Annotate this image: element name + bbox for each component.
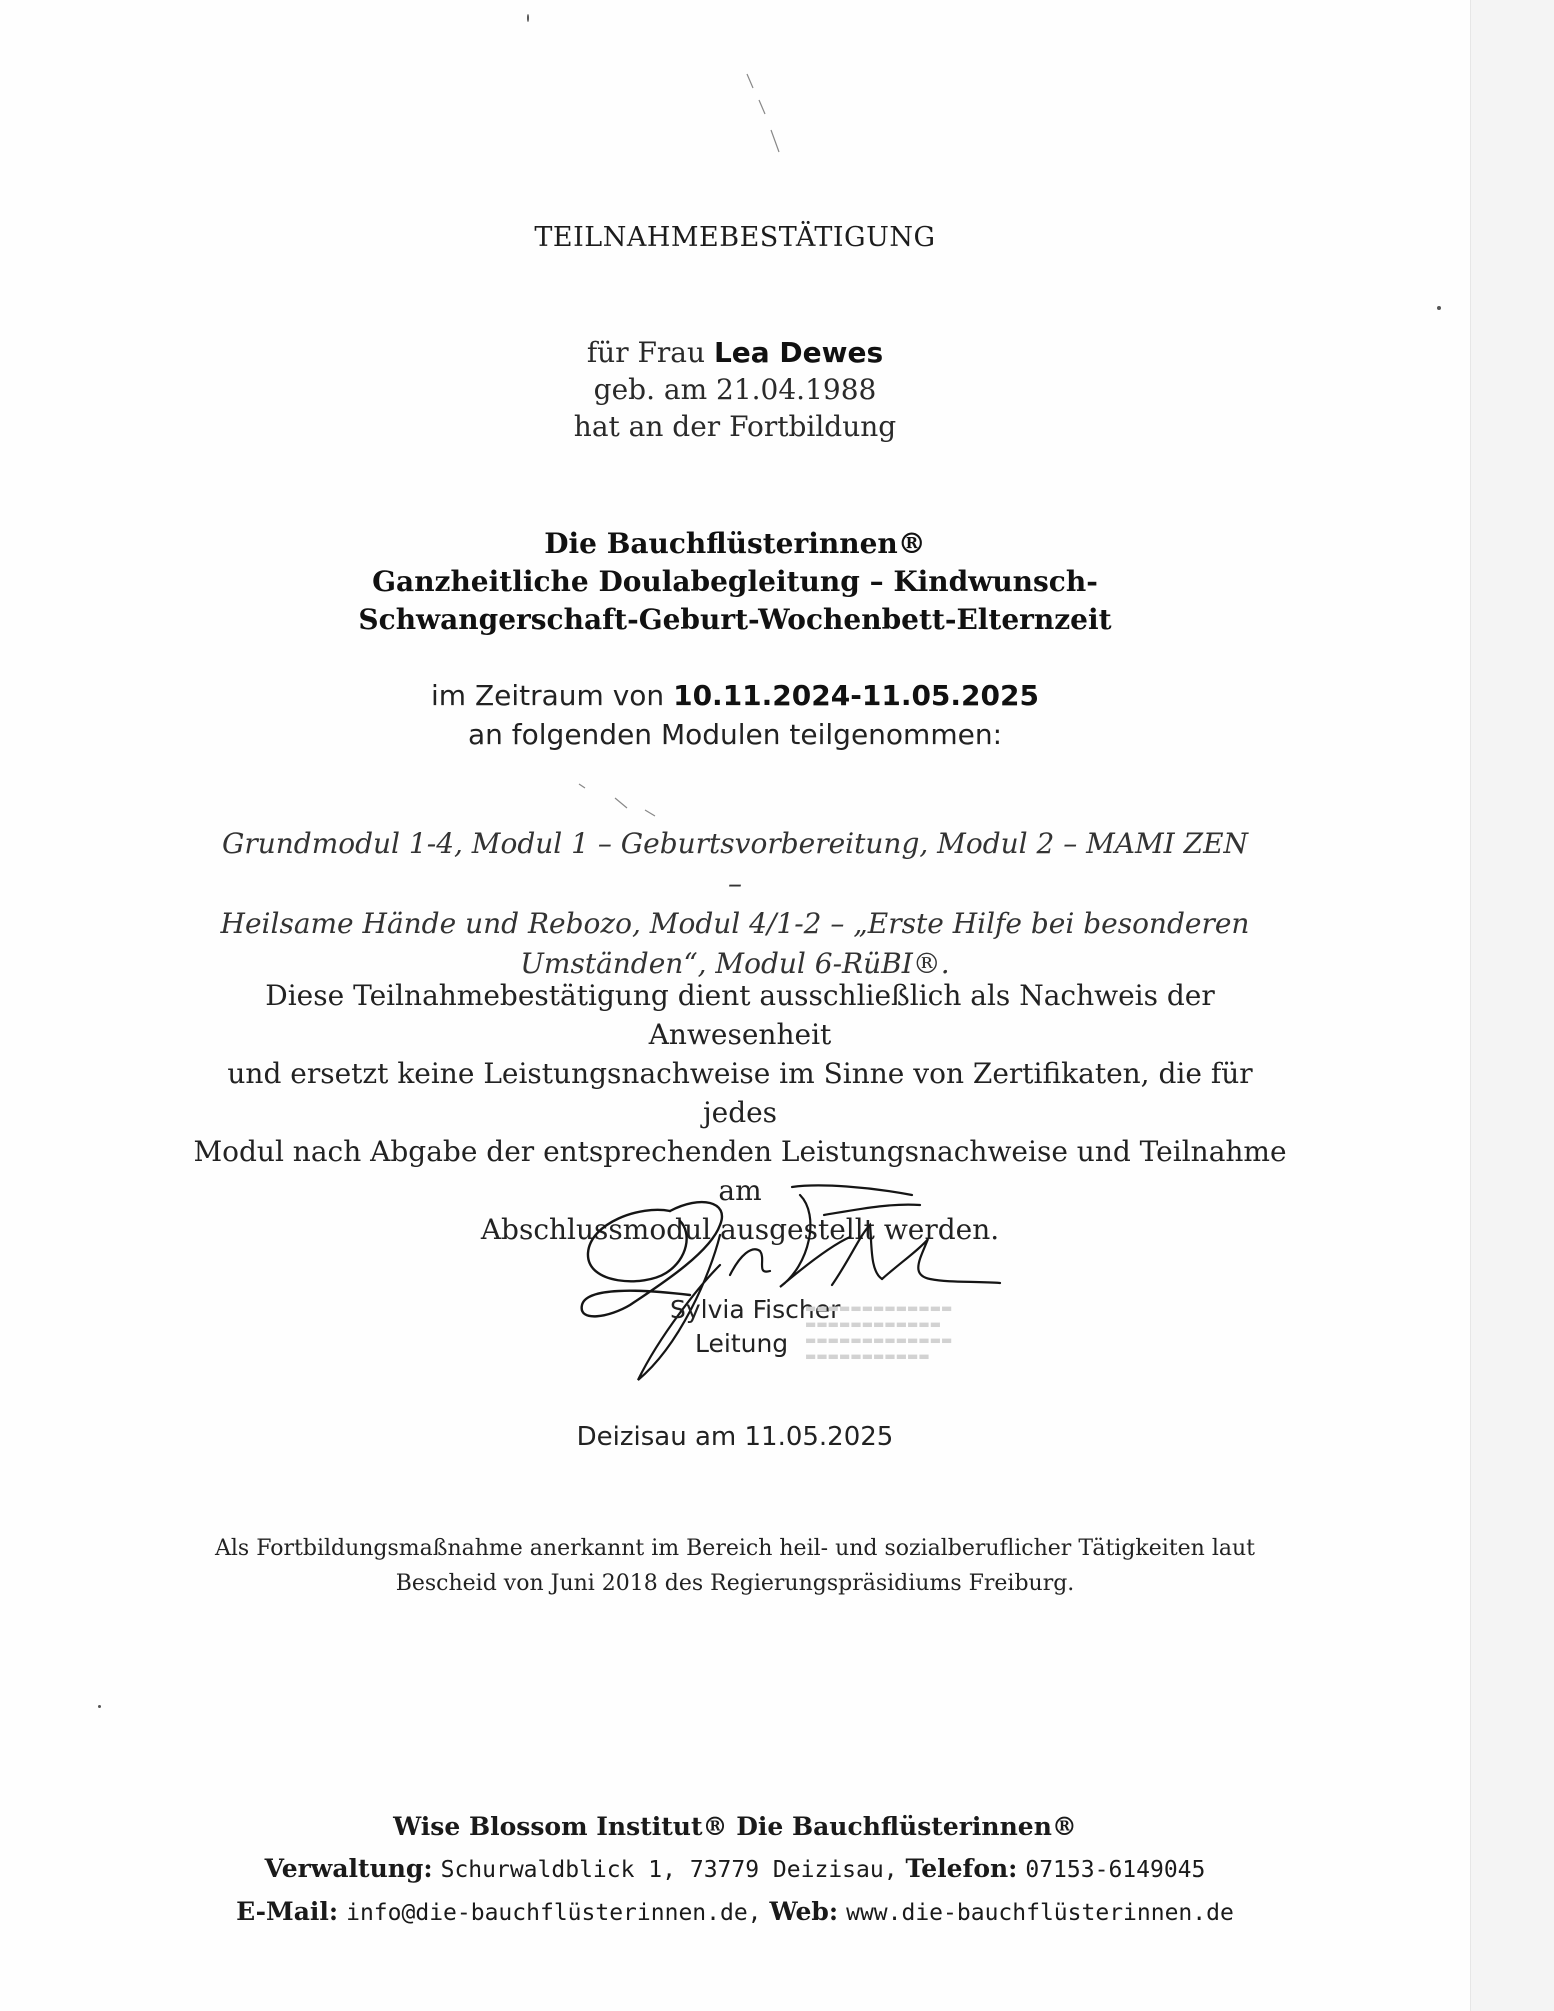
modules-block	[220, 824, 1250, 984]
scan-speck	[527, 14, 529, 22]
signature-scribble	[570, 1175, 1010, 1400]
disclaimer-line1: Diese Teilnahmebestätigung dient ausschließlich als Nachweis der Anwesenheit	[265, 979, 1215, 1051]
recognition-line2: Bescheid von Juni 2018 des Regierungspräsidiums Freiburg.	[395, 1571, 1075, 1596]
scan-speck	[98, 1705, 101, 1708]
footer-block	[0, 1806, 1470, 1934]
course-block	[0, 525, 1470, 639]
document-title: TEILNAHMEBESTÄTIGUNG	[534, 222, 936, 253]
recipient-birth: geb. am 21.04.1988	[593, 373, 877, 406]
footer-contact-line	[0, 1891, 1470, 1934]
recognition-block	[200, 1531, 1270, 1601]
footer-email-label: E-Mail:	[236, 1897, 339, 1926]
recipient-line	[0, 334, 1470, 371]
recipient-prefix: für Frau	[586, 336, 706, 369]
footer-admin-label: Verwaltung:	[264, 1854, 433, 1883]
period-prefix: im Zeitraum von	[431, 679, 665, 712]
footer-org	[0, 1806, 1470, 1848]
place-date: Deizisau am 11.05.2025	[576, 1422, 894, 1452]
period-block	[0, 676, 1470, 754]
recognition-line1: Als Fortbildungsmaßnahme anerkannt im Bereich heil- und sozialberuflicher Tätigkeiten laut	[214, 1536, 1255, 1561]
course-line3: Schwangerschaft-Geburt-Wochenbett-Elternzeit	[358, 603, 1112, 636]
footer-web-label: Web:	[769, 1897, 839, 1926]
scan-speck	[1437, 306, 1441, 310]
period-line2: an folgenden Modulen teilgenommen:	[467, 718, 1003, 751]
scan-edge	[1470, 0, 1554, 2011]
faded-stamp: ▬▬▬▬▬▬▬▬▬▬▬▬▬ ▬▬▬▬▬▬▬▬▬▬▬▬ ▬▬▬▬▬▬▬▬▬▬▬▬▬ ▬▬▬▬▬▬▬▬▬▬▬	[805, 1301, 953, 1363]
course-line1: Die Bauchflüsterinnen®	[544, 527, 926, 560]
disclaimer-line3: Modul nach Abgabe der entsprechenden Leistungsnachweise und Teilnahme am	[193, 1135, 1287, 1207]
scan-mark	[745, 70, 785, 160]
signature-name: Sylvia Fischer	[670, 1295, 841, 1324]
footer-org-name: Wise Blossom Institut® Die Bauchflüsterinnen®	[393, 1812, 1077, 1841]
recipient-block	[0, 334, 1470, 445]
footer-address: Schurwaldblick 1, 73779 Deizisau,	[440, 1857, 898, 1883]
disclaimer-line4: Abschlussmodul ausgestellt werden.	[480, 1213, 1000, 1246]
recipient-name: Lea Dewes	[713, 336, 884, 369]
footer-web[interactable]: www.die-bauchflüsterinnen.de	[846, 1900, 1234, 1926]
disclaimer-line2: und ersetzt keine Leistungsnachweise im Sinne von Zertifikaten, die für jedes	[227, 1057, 1253, 1129]
signature-role: Leitung	[695, 1329, 789, 1358]
modules-line2: Heilsame Hände und Rebozo, Modul 4/1-2 – „Erste Hilfe bei besonderen	[220, 907, 1250, 940]
footer-phone-label: Telefon:	[905, 1854, 1018, 1883]
modules-line1: Grundmodul 1-4, Modul 1 – Geburtsvorbereitung, Modul 2 – MAMI ZEN –	[221, 827, 1249, 900]
recipient-line3: hat an der Fortbildung	[573, 410, 897, 443]
course-line2: Ganzheitliche Doulabegleitung – Kindwunsch-	[372, 565, 1098, 598]
signature-block	[570, 1175, 1010, 1400]
period-dates: 10.11.2024-11.05.2025	[673, 679, 1039, 712]
period-line	[0, 676, 1470, 715]
scan-mark	[575, 780, 665, 820]
footer-admin-line	[0, 1848, 1470, 1891]
footer-phone: 07153-6149045	[1025, 1857, 1206, 1883]
modules-line3: Umständen“, Modul 6-RüBI®.	[520, 947, 950, 980]
footer-email[interactable]: info@die-bauchflüsterinnen.de,	[346, 1900, 762, 1926]
